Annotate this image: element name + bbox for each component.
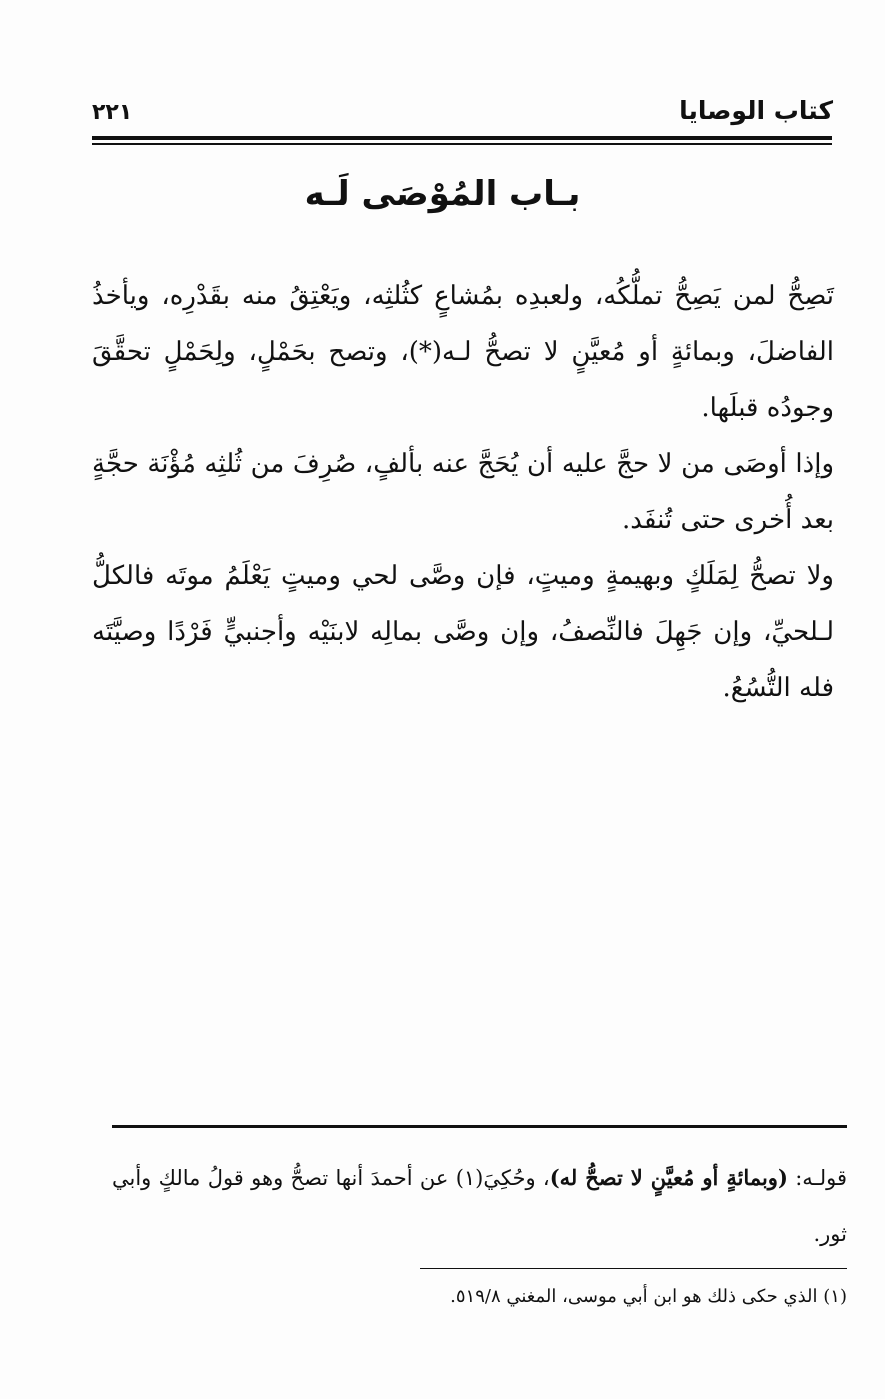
footnote: (١) الذي حكى ذلك هو ابن أبي موسى، المغني ٥١٩/٨. xyxy=(450,1286,847,1307)
paragraph-1: تَصِحُّ لمن يَصِحُّ تملُّكُه، ولعبدِه بمُشاعٍ كثُلثِه، ويَعْتِقُ منه بقَدْرِه، ويأخذُ الفاضلَ، وبمائةٍ أو مُعيَّنٍ لا تصحُّ لـه(*)، وتصح بحَمْلٍ، ولِحَمْلٍ تحقَّقَ وجودُه قبلَها. xyxy=(92,281,834,423)
page-number: ٢٢١ xyxy=(92,100,133,125)
running-title: كتاب الوصايا xyxy=(679,96,833,125)
header-rule-thin xyxy=(92,143,832,145)
footnote-divider xyxy=(420,1268,847,1269)
commentary-lead: قولـه: xyxy=(787,1166,847,1190)
paragraph-3: ولا تصحُّ لِمَلَكٍ وبهيمةٍ وميتٍ، فإن وصَّى لحي وميتٍ يَعْلَمُ موتَه فالكلُّ لـلحيِّ، وإن جَهِلَ فالنِّصفُ، وإن وصَّى بمالِه لابنَيْه وأجنبيٍّ فَرْدًا وصيَّتَه فله التُّسُعُ. xyxy=(92,561,834,703)
commentary-note xyxy=(112,1150,847,1262)
header-rule xyxy=(92,136,832,140)
paragraph-2: وإذا أوصَى من لا حجَّ عليه أن يُحَجَّ عنه بألفٍ، صُرِفَ من ثُلثِه مُؤْنَة حجَّةٍ بعد أُخرى حتى تُنفَد. xyxy=(92,449,834,535)
chapter-title: بـاب المُوْصَى لَـه xyxy=(304,174,581,214)
commentary-divider xyxy=(112,1125,847,1128)
main-text xyxy=(92,268,834,716)
commentary-quote: (وبمائةٍ أو مُعيَّنٍ لا تصحُّ له) xyxy=(549,1165,788,1190)
commentary-rest: ، وحُكِيَ(١) عن أحمدَ أنها تصحُّ وهو قولُ مالكٍ وأبي ثور. xyxy=(112,1166,847,1246)
